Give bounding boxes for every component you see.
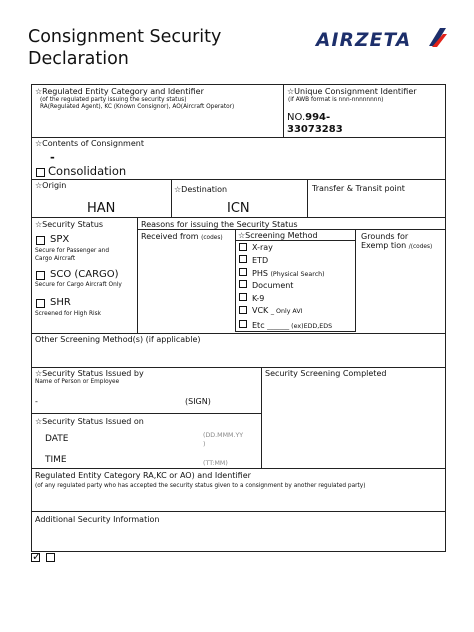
- unique-id-note: (if AWB format is nnn-nnnnnnnn): [288, 97, 384, 103]
- date-label: DATE: [45, 434, 69, 444]
- title-line-2: Declaration: [28, 49, 129, 69]
- vck-note: _ Only AVI: [270, 308, 303, 315]
- sco-desc: Secure for Cargo Aircraft Only: [35, 282, 122, 288]
- grounds-label-1: Grounds for: [361, 232, 409, 241]
- sco-label: SCO (CARGO): [50, 269, 119, 280]
- phs-label: [252, 269, 325, 278]
- document-checkbox[interactable]: [239, 280, 247, 288]
- sign-label: (SIGN): [185, 397, 211, 406]
- unique-id-value-2: 33073283: [287, 124, 343, 135]
- spx-desc-2: Cargo Aircraft: [35, 256, 76, 262]
- phs-note: (Physical Search): [270, 271, 325, 278]
- issued-by-note: Name of Person or Employee: [35, 379, 120, 385]
- origin-label: ☆Origin: [35, 181, 67, 190]
- date-format-2: ): [203, 441, 206, 448]
- contents-label: ☆Contents of Consignment: [35, 139, 144, 148]
- consolidation-checkbox[interactable]: [36, 168, 45, 177]
- additional-info-label: Additional Security Information: [35, 515, 160, 524]
- etc-label: [252, 321, 332, 330]
- contents-value: -: [50, 150, 55, 164]
- unique-id-label: ☆Unique Consignment Identifier: [287, 87, 417, 96]
- grounds-text: Exemp tion: [361, 241, 407, 250]
- logo-wing-icon: [426, 26, 448, 50]
- other-screening-label: Other Screening Method(s) (if applicable): [35, 335, 201, 344]
- received-from-label: [141, 232, 223, 241]
- etc-note: _______ (ex)EDD,EDS: [267, 323, 333, 330]
- regulated-entity-note: (of the regulated party issuing the security status): [40, 97, 187, 103]
- unique-id-number: [287, 112, 330, 123]
- phs-checkbox[interactable]: [239, 268, 247, 276]
- etc-text: Etc: [252, 321, 265, 330]
- ra-label: Regulated Entity Category RA,KC or AO) and Identifier: [35, 471, 251, 480]
- etd-label: ETD: [252, 256, 269, 265]
- k9-label: K-9: [252, 294, 265, 303]
- destination-label: ☆Destination: [174, 185, 228, 194]
- spx-desc-1: Secure for Passenger and: [35, 248, 110, 254]
- screening-completed-label: Security Screening Completed: [265, 369, 387, 378]
- time-format: (TT:MM): [203, 460, 228, 467]
- title-line-1: Consignment Security: [28, 27, 222, 47]
- xray-checkbox[interactable]: [239, 243, 247, 251]
- spx-label: SPX: [50, 234, 70, 245]
- transfer-label: Transfer & Transit point: [312, 184, 405, 193]
- ra-note: (of any regulated party who has accepted the security status given to a consignment by another regulated party): [35, 483, 366, 489]
- received-from-codes: (codes): [201, 235, 223, 241]
- issued-on-label: ☆Security Status Issued on: [35, 417, 144, 426]
- xray-label: X-ray: [252, 243, 273, 252]
- footer-checked-checkbox[interactable]: [31, 550, 42, 563]
- etd-checkbox[interactable]: [239, 255, 247, 263]
- issued-by-value: -: [35, 397, 38, 406]
- declaration-form: [31, 84, 446, 552]
- security-status-label: ☆Security Status: [35, 220, 104, 229]
- shr-checkbox[interactable]: [36, 299, 45, 308]
- consolidation-label: Consolidation: [48, 164, 127, 178]
- unique-id-value-1: 994-: [305, 112, 331, 123]
- k9-checkbox[interactable]: [239, 293, 247, 301]
- page-title: [28, 26, 221, 70]
- shr-desc: Screened for High Risk: [35, 311, 102, 317]
- origin-value: HAN: [87, 201, 116, 216]
- regulated-entity-types: RA(Regulated Agent), KC (Known Consignor), AO(Aircraft Operator): [40, 104, 235, 110]
- received-from-text: Received from: [141, 232, 199, 241]
- footer-empty-checkbox[interactable]: [46, 553, 55, 562]
- sco-checkbox[interactable]: [36, 271, 45, 280]
- reasons-label: Reasons for issuing the Security Status: [141, 220, 298, 229]
- vck-label: [252, 306, 303, 315]
- destination-value: ICN: [227, 201, 250, 216]
- grounds-label-2: [361, 241, 432, 250]
- shr-label: SHR: [50, 297, 71, 308]
- issued-by-label: ☆Security Status Issued by: [35, 369, 144, 378]
- screening-method-label: ☆Screening Method: [238, 231, 318, 240]
- unique-id-prefix: NO.: [287, 112, 306, 123]
- grounds-codes: /(codes): [408, 244, 433, 250]
- phs-text: PHS: [252, 269, 268, 278]
- airzeta-logo: [316, 26, 448, 54]
- spx-checkbox[interactable]: [36, 236, 45, 245]
- vck-text: VCK: [252, 306, 269, 315]
- regulated-entity-label: ☆Regulated Entity Category and Identifier: [35, 87, 204, 96]
- etc-checkbox[interactable]: [239, 320, 247, 328]
- vck-checkbox[interactable]: [239, 306, 247, 314]
- check-icon: ✓: [32, 550, 42, 563]
- logo-text: AIRZETA: [316, 30, 412, 51]
- date-format-1: (DD.MMM.YY: [203, 432, 244, 439]
- time-label: TIME: [45, 455, 67, 465]
- document-label: Document: [252, 281, 294, 290]
